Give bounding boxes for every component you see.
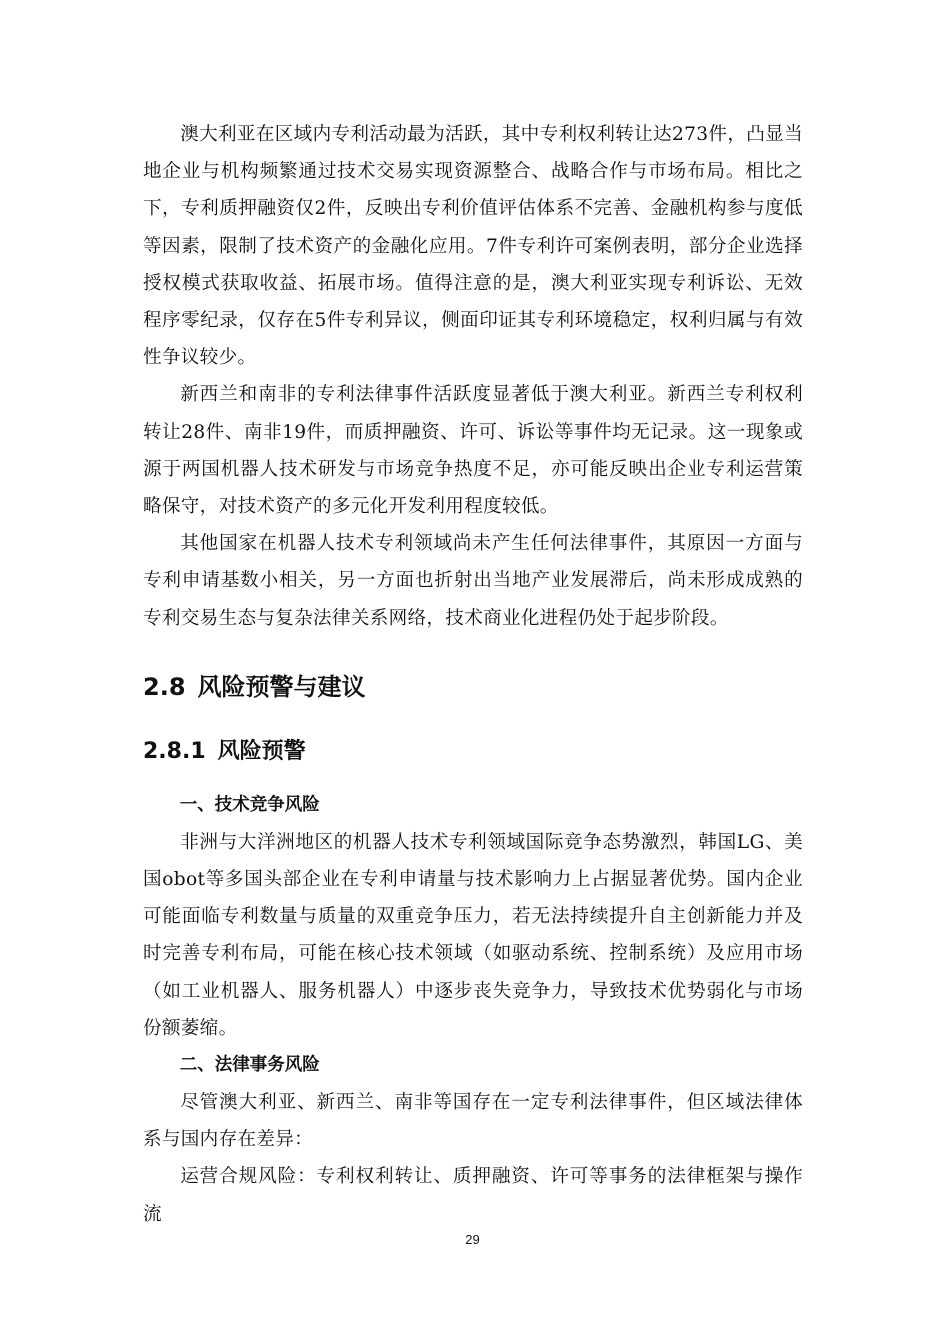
paragraph-nz-south-africa: 新西兰和南非的专利法律事件活跃度显著低于澳大利亚。新西兰专利权利转让28件、南非19件，而质押融资、许可、诉讼等事件均无记录。这一现象或源于两国机器人技术研发与市场竞争热度不足，亦可能反映出企业专利运营策略保守，对技术资产的多元化开发利用程度较低。 <box>143 384 803 518</box>
paragraph-compliance-risk: 运营合规风险：专利权利转让、质押融资、许可等事务的法律框架与操作流 <box>143 1166 803 1225</box>
section-number: 2.8 <box>143 672 186 701</box>
subsection-title: 风险预警 <box>217 738 306 764</box>
point-heading-tech-competition: 一、技术竞争风险 <box>179 794 320 815</box>
paragraph-legal-affairs: 尽管澳大利亚、新西兰、南非等国存在一定专利法律事件，但区域法律体系与国内存在差异： <box>143 1092 803 1151</box>
section-heading <box>143 671 803 703</box>
page-content <box>143 116 803 1233</box>
paragraph-other-countries: 其他国家在机器人技术专利领域尚未产生任何法律事件，其原因一方面与专利申请基数小相关，另一方面也折射出当地产业发展滞后，尚未形成成熟的专利交易生态与复杂法律关系网络，技术商业化进程仍处于起步阶段。 <box>143 533 803 629</box>
paragraph-australia: 澳大利亚在区域内专利活动最为活跃，其中专利权利转让达273件，凸显当地企业与机构频繁通过技术交易实现资源整合、战略合作与市场布局。相比之下，专利质押融资仅2件，反映出专利价值评估体系不完善、金融机构参与度低等因素，限制了技术资产的金融化应用。7件专利许可案例表明，部分企业选择授权模式获取收益、拓展市场。值得注意的是，澳大利亚实现专利诉讼、无效程序零纪录，仅存在5件专利异议，侧面印证其专利环境稳定，权利归属与有效性争议较少。 <box>143 124 803 369</box>
page-number: 29 <box>465 1232 480 1247</box>
paragraph-tech-competition: 非洲与大洋洲地区的机器人技术专利领域国际竞争态势激烈，韩国LG、美国obot等多国头部企业在专利申请量与技术影响力上占据显著优势。国内企业可能面临专利数量与质量的双重竞争压力，若无法持续提升自主创新能力并及时完善专利布局，可能在核心技术领域（如驱动系统、控制系统）及应用市场（如工业机器人、服务机器人）中逐步丧失竞争力，导致技术优势弱化与市场份额萎缩。 <box>143 831 803 1039</box>
point-heading-legal-affairs: 二、法律事务风险 <box>179 1055 320 1076</box>
subsection-heading <box>143 737 803 767</box>
subsection-number: 2.8.1 <box>143 738 206 764</box>
section-title: 风险预警与建议 <box>197 672 366 701</box>
